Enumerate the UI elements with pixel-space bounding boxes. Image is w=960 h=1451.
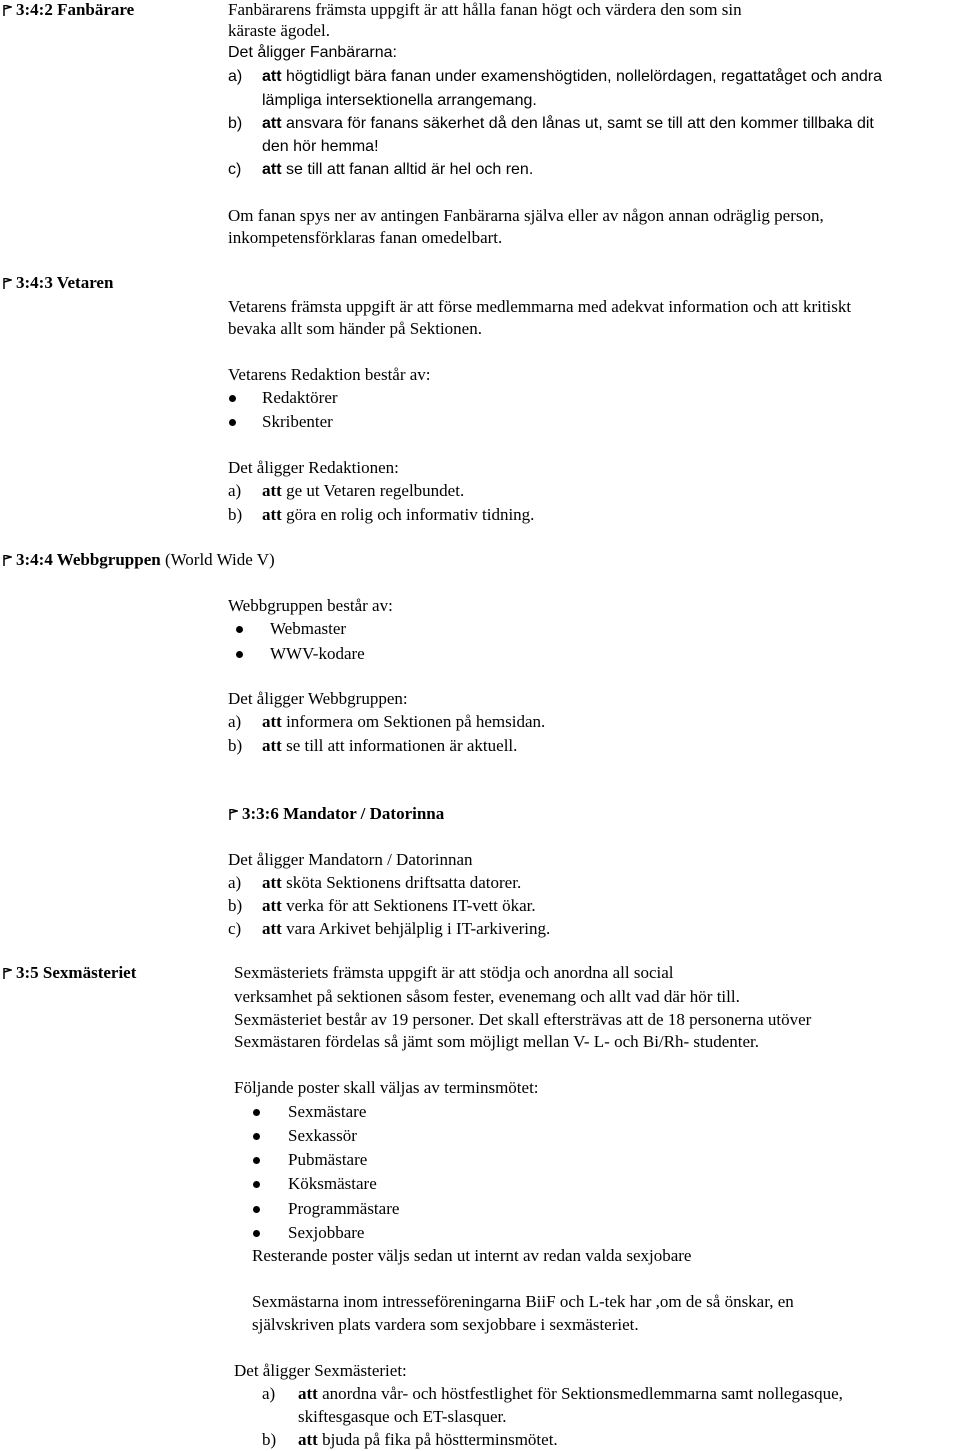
- list-item: att se till att informationen är aktuell.: [262, 736, 518, 755]
- sex-text-line: Sexmästeriet består av 19 personer. Det skall eftersträvas att de 18 personerna utöver: [234, 1010, 812, 1029]
- bullet-item: Programmästare: [288, 1199, 400, 1218]
- vetaren-duty-intro: Det åligger Redaktionen:: [228, 458, 399, 477]
- list-item-letter: a): [228, 68, 243, 85]
- list-item: att bjuda på fika på höstterminsmötet.: [298, 1430, 558, 1449]
- sex-assoc-line: självskriven plats vardera som sexjobbare i sexmästeriet.: [252, 1315, 639, 1334]
- sex-rest-posts: Resterande poster väljs sedan ut internt av redan valda sexjobare: [252, 1246, 692, 1265]
- vetaren-text-line: bevaka allt som händer på Sektionen.: [228, 319, 482, 338]
- list-item: att ansvara för fanans säkerhet då den lånas ut, samt se till att den kommer tillbaka dit: [262, 115, 874, 132]
- list-item-letter: a): [228, 712, 242, 731]
- sex-text-line: Sexmästeriets främsta uppgift är att stödja och anordna all social: [234, 963, 674, 982]
- sex-duty-intro: Det åligger Sexmästeriet:: [234, 1361, 407, 1380]
- list-item-letter: b): [228, 115, 243, 132]
- section-heading-sexmasteriet: 3:5 Sexmästeriet: [16, 963, 137, 982]
- list-item-letter: b): [262, 1430, 277, 1449]
- bullet-item: Köksmästare: [288, 1174, 377, 1193]
- list-item: att informera om Sektionen på hemsidan.: [262, 712, 546, 731]
- fanbarare-note-line: inkompetensförklaras fanan omedelbart.: [228, 228, 503, 247]
- list-item-letter: b): [228, 896, 243, 915]
- bullet-item: Redaktörer: [262, 388, 338, 407]
- list-item-letter: c): [228, 161, 242, 178]
- bullet-item: Sexmästare: [288, 1102, 367, 1121]
- fanbarare-duty-intro: Det åligger Fanbärarna:: [228, 44, 397, 61]
- bullet-dot: [253, 1109, 260, 1116]
- bullet-item: Sexjobbare: [288, 1223, 365, 1242]
- bullet-dot: [253, 1133, 260, 1140]
- list-item-continuation: den hör hemma!: [262, 138, 379, 155]
- list-item: att se till att fanan alltid är hel och ren.: [262, 161, 534, 178]
- list-item-letter: a): [228, 481, 242, 500]
- list-item-continuation: skiftesgasque och ET-slasquer.: [298, 1407, 507, 1426]
- fanbarare-note-line: Om fanan spys ner av antingen Fanbärarna själva eller av någon annan odräglig person,: [228, 206, 824, 225]
- fanbarare-text-line: käraste ägodel.: [228, 21, 330, 40]
- bullet-item: WWV-kodare: [270, 644, 365, 663]
- bullet-dot: [236, 626, 243, 633]
- section-heading-mandator: 3:3:6 Mandator / Datorinna: [242, 804, 445, 823]
- bullet-dot: [229, 419, 236, 426]
- bullet-dot: [253, 1181, 260, 1188]
- bullet-item: Sexkassör: [288, 1126, 357, 1145]
- bullet-item: Skribenter: [262, 412, 333, 431]
- webb-intro: Webbgruppen består av:: [228, 596, 393, 615]
- bullet-dot: [253, 1157, 260, 1164]
- webb-duty-intro: Det åligger Webbgruppen:: [228, 689, 408, 708]
- vetaren-text-line: Vetarens främsta uppgift är att förse medlemmarna med adekvat information och att kritiskt: [228, 297, 852, 316]
- heading-marker-icon: [3, 5, 12, 16]
- fanbarare-text-line: Fanbärarens främsta uppgift är att hålla fanan högt och värdera den som sin: [228, 0, 742, 19]
- list-item-continuation: lämpliga intersektionella arrangemang.: [262, 92, 537, 109]
- bullet-dot: [229, 395, 236, 402]
- heading-marker-icon: [3, 278, 12, 289]
- sex-assoc-line: Sexmästarna inom intresseföreningarna BiiF och L-tek har ,om de så önskar, en: [252, 1292, 794, 1311]
- heading-marker-icon: [3, 968, 12, 979]
- list-item: att verka för att Sektionens IT-vett ökar.: [262, 896, 536, 915]
- list-item: att sköta Sektionens driftsatta datorer.: [262, 873, 522, 892]
- sex-posts-intro: Följande poster skall väljas av terminsmötet:: [234, 1078, 539, 1097]
- section-heading-webbgruppen: 3:4:4 Webbgruppen (World Wide V): [16, 550, 275, 569]
- list-item: att högtidligt bära fanan under examenshögtiden, nollelördagen, regattatåget och andra: [262, 68, 883, 85]
- list-item: att anordna vår- och höstfestlighet för Sektionsmedlemmarna samt nollegasque,: [298, 1384, 843, 1403]
- section-heading-fanbarare: 3:4:2 Fanbärare: [16, 0, 135, 19]
- bullet-item: Webmaster: [270, 619, 347, 638]
- bullet-dot: [253, 1206, 260, 1213]
- sex-text-line: verksamhet på sektionen såsom fester, evenemang och allt vad där hör till.: [234, 987, 740, 1006]
- list-item-letter: b): [228, 736, 243, 755]
- list-item-letter: a): [228, 873, 242, 892]
- list-item: att vara Arkivet behjälplig i IT-arkivering.: [262, 919, 551, 938]
- bullet-dot: [236, 651, 243, 658]
- list-item-letter: b): [228, 505, 243, 524]
- vetaren-redaktion-intro: Vetarens Redaktion består av:: [228, 365, 431, 384]
- section-heading-vetaren: 3:4:3 Vetaren: [16, 273, 114, 292]
- list-item-letter: c): [228, 919, 242, 938]
- bullet-item: Pubmästare: [288, 1150, 368, 1169]
- heading-marker-icon: [3, 555, 12, 566]
- list-item: att göra en rolig och informativ tidning.: [262, 505, 535, 524]
- list-item: att ge ut Vetaren regelbundet.: [262, 481, 465, 500]
- list-item-letter: a): [262, 1384, 276, 1403]
- sex-text-line: Sexmästaren fördelas så jämt som möjligt mellan V- L- och Bi/Rh- studenter.: [234, 1032, 760, 1051]
- mandator-duty-intro: Det åligger Mandatorn / Datorinnan: [228, 850, 473, 869]
- bullet-dot: [253, 1230, 260, 1237]
- heading-marker-icon: [229, 809, 238, 820]
